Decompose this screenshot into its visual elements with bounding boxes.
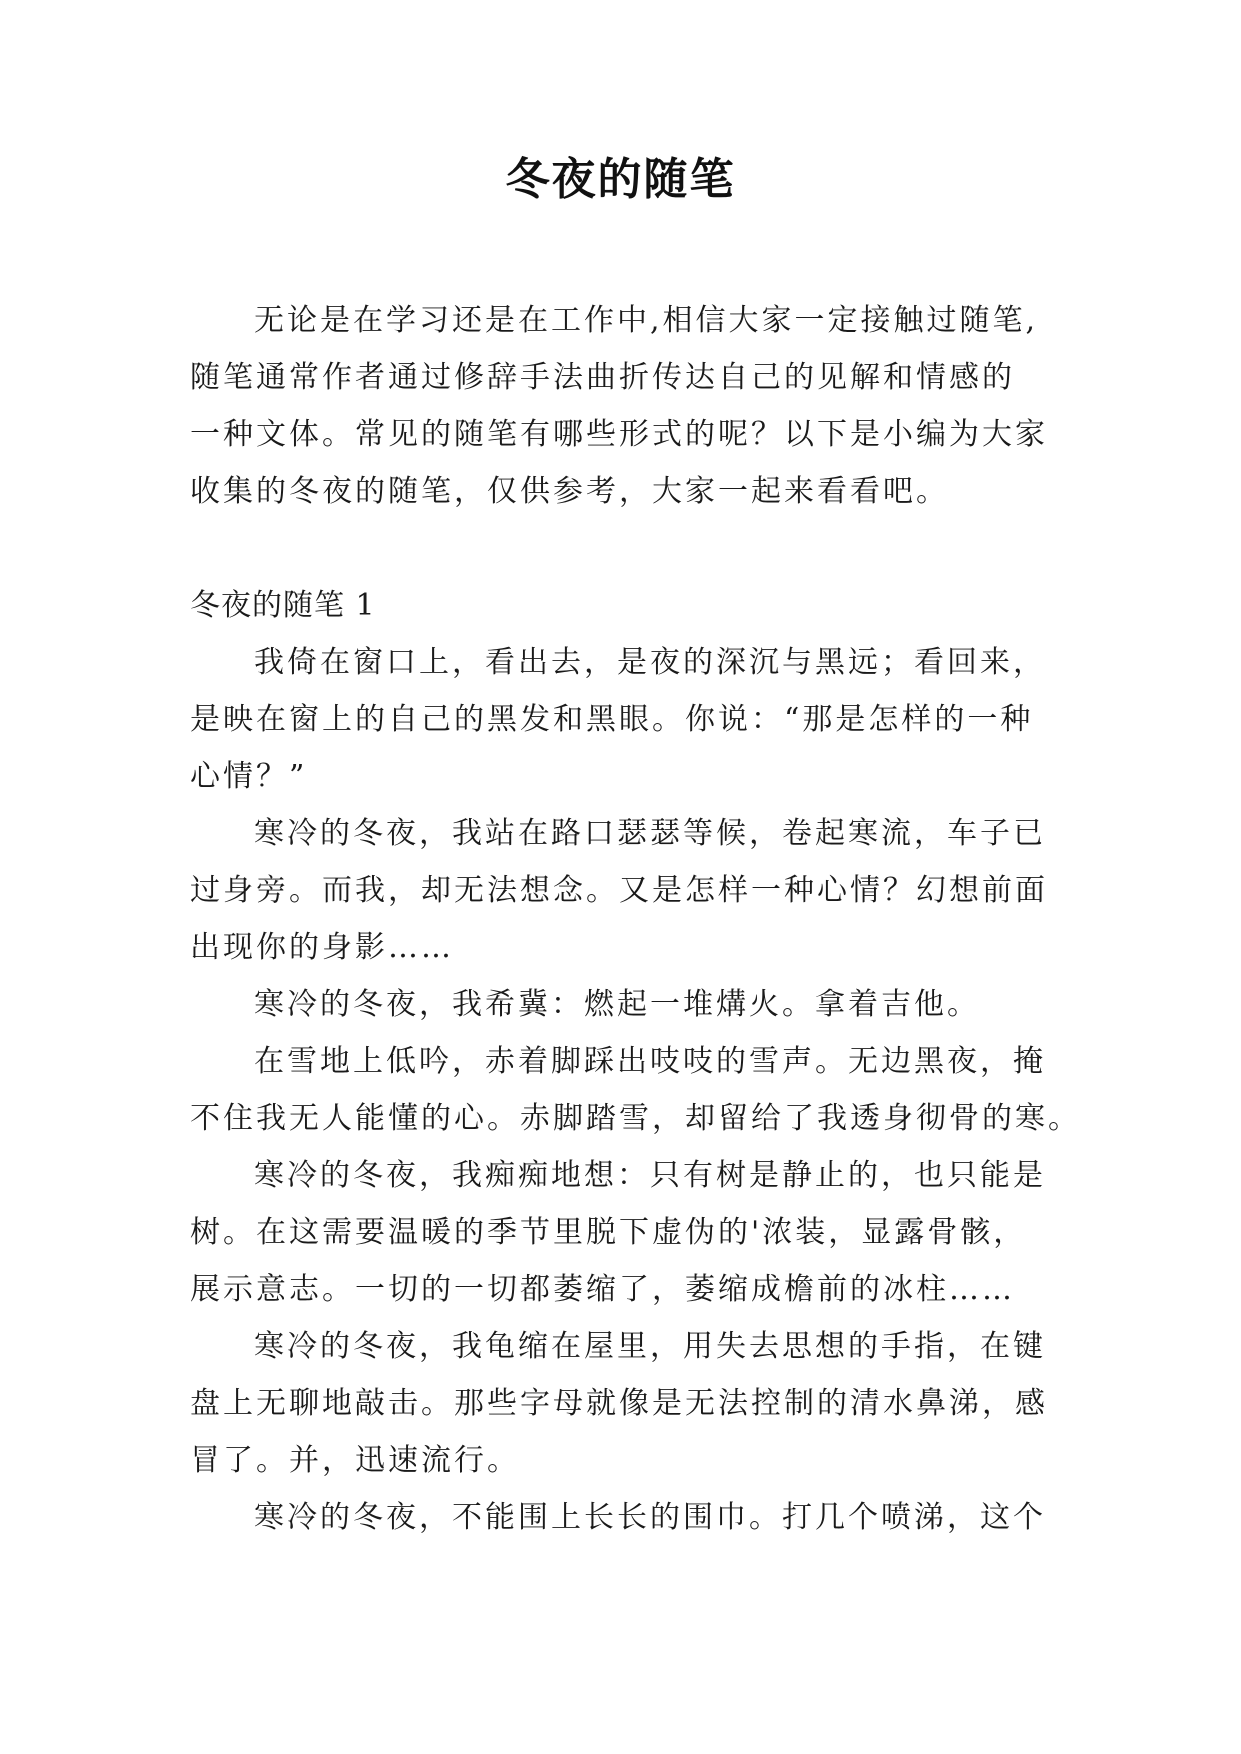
intro-line: 随笔通常作者通过修辞手法曲折传达自己的见解和情感的	[190, 360, 1015, 395]
body-line: 寒冷的冬夜，我痴痴地想：只有树是静止的，也只能是	[254, 1158, 1046, 1193]
body-line: 出现你的身影……	[190, 930, 454, 965]
body-line: 是映在窗上的自己的黑发和黑眼。你说：“那是怎样的一种	[190, 702, 1034, 737]
body-line: 心情？”	[190, 759, 308, 794]
body-line: 我倚在窗口上，看出去，是夜的深沉与黑远；看回来，	[254, 645, 1046, 680]
body-line: 寒冷的冬夜，我希冀：燃起一堆煹火。拿着吉他。	[254, 987, 980, 1022]
body-line: 过身旁。而我，却无法想念。又是怎样一种心情？幻想前面	[190, 873, 1048, 908]
body-line: 寒冷的冬夜，我龟缩在屋里，用失去思想的手指，在键	[254, 1329, 1046, 1364]
intro-line: 收集的冬夜的随笔，仅供参考，大家一起来看看吧。	[190, 474, 949, 509]
body-line: 寒冷的冬夜，不能围上长长的围巾。打几个喷涕，这个	[254, 1500, 1046, 1535]
intro-line: 一种文体。常见的随笔有哪些形式的呢？以下是小编为大家	[190, 417, 1048, 452]
body-line: 不住我无人能懂的心。赤脚踏雪，却留给了我透身彻骨的寒。	[190, 1101, 1081, 1136]
body-line: 树。在这需要温暖的季节里脱下虚伪的'浓装，显露骨骸，	[190, 1215, 1027, 1250]
section-heading: 冬夜的随笔 1	[190, 588, 376, 623]
body-line: 冒了。并，迅速流行。	[190, 1443, 520, 1478]
body-line: 寒冷的冬夜，我站在路口瑟瑟等候，卷起寒流，车子已	[254, 816, 1046, 851]
document-title: 冬夜的随笔	[505, 154, 736, 205]
intro-line: 无论是在学习还是在工作中,相信大家一定接触过随笔,	[254, 303, 1039, 338]
body-line: 展示意志。一切的一切都萎缩了，萎缩成檐前的冰柱……	[190, 1272, 1015, 1307]
body-line: 盘上无聊地敲击。那些字母就像是无法控制的清水鼻涕，感	[190, 1386, 1048, 1421]
section-body	[190, 634, 1081, 1546]
intro-paragraph	[190, 292, 1060, 520]
body-line: 在雪地上低吟，赤着脚踩出吱吱的雪声。无边黑夜，掩	[254, 1044, 1046, 1079]
